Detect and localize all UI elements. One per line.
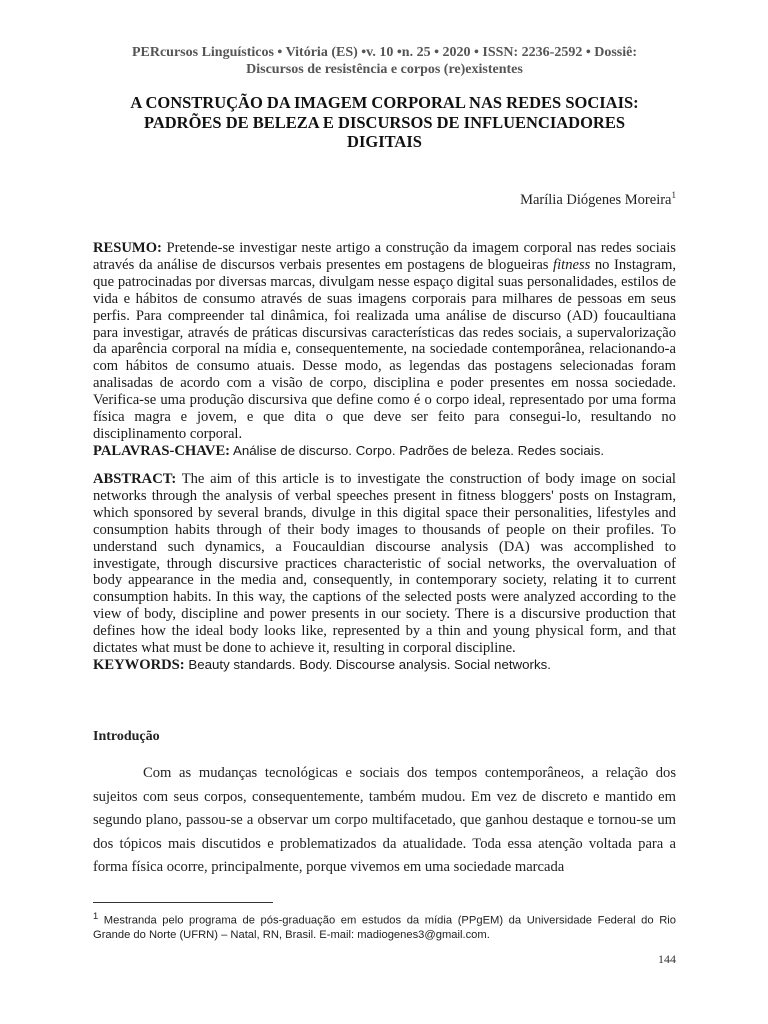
palavras-chave-label: PALAVRAS-CHAVE: (93, 442, 231, 459)
intro-paragraph: Com as mudanças tecnológicas e sociais dos tempos contemporâneos, a relação dos sujeitos com seus corpos, consequentemente, também mudou. Em vez de discreto e mantido em segundo plano, passou-se a observar um corpo multifacetado, que ganhou destaque e tornou-se um dos tópicos mais discutidos e problematizados da atualidade. Toda essa atenção voltada para a forma física ocorre, principalmente, porque vivemos em uma sociedade marcada (93, 765, 676, 875)
abstract-label: ABSTRACT: (93, 471, 177, 487)
keywords-label: KEYWORDS: (93, 656, 185, 673)
footnote-mark: 1 (93, 911, 99, 921)
resumo-block (93, 240, 676, 460)
palavras-chave-text: Análise de discurso. Corpo. Padrões de beleza. Redes sociais. (230, 442, 605, 458)
keywords (93, 657, 676, 674)
article-title-line3: DIGITAIS (347, 132, 422, 151)
section-heading-introducao: Introdução (93, 729, 160, 744)
resumo-paragraph (93, 240, 676, 443)
abstract-paragraph (93, 471, 676, 657)
abstract-block (93, 471, 676, 674)
journal-header-line1: PERcursos Linguísticos • Vitória (ES) •v. 10 •n. 25 • 2020 • ISSN: 2236-2592 • Dossiê: (131, 45, 638, 60)
footnote-divider (93, 902, 273, 903)
author-name (520, 190, 676, 209)
footnote (93, 909, 676, 943)
article-title-line1: A CONSTRUÇÃO DA IMAGEM CORPORAL NAS REDES SOCIAIS: (130, 93, 639, 112)
journal-header-line2: Discursos de resistência e corpos (re)existentes (246, 62, 523, 77)
author-name-text: Marília Diógenes Moreira (520, 191, 672, 208)
resumo-text-part1: Pretende-se investigar neste artigo a construção da imagem corporal nas redes sociais através da análise de discursos verbais presentes em postagens de blogueiras (93, 240, 676, 273)
article-title (93, 93, 676, 152)
resumo-text-part2: no Instagram, que patrocinadas por diversas marcas, divulgam nesse espaço digital suas personalidades, estilos de vida e hábitos de consumo através de suas imagens corporais para milhares de pessoas em seus perfis. Para compreender tal dinâmica, foi realizada uma análise de discurso (AD) foucaultiana para investigar, através de práticas discursivas características das redes sociais, a supervalorização da aparência corporal na mídia e, consequentemente, na sociedade contemporânea, relacionando-a com hábitos de consumo atuais. Desse modo, as legendas das postagens selecionadas foram analisadas de acordo com a visão de corpo, disciplina e poder presentes em nossa sociedade. Verifica-se uma produção discursiva que define como é o corpo ideal, representado por uma forma física magra e jovem, e que dita o que deve ser feito para consegui-lo, resultando no disciplinamento corporal. (93, 256, 676, 442)
page-number: 144 (658, 952, 676, 966)
resumo-italic-term: fitness (553, 256, 591, 273)
resumo-label: RESUMO: (93, 240, 162, 256)
abstract-text: The aim of this article is to investigate the construction of body image on social networks through the analysis of verbal speeches present in fitness bloggers' posts on Instagram, which sponsored by several brands, divulge in this digital space their personalities, lifestyles and consumption habits through of their body images to thousands of people on their profiles. To understand such dynamics, a Foucauldian discourse analysis (DA) was accomplished to investigate, through discursive practices characteristic of social networks, the overvaluation of body appearance in the media and, consequently, in contemporary society, relating it to current consumption habits. In this way, the captions of the selected posts were analyzed according to the view of body, discipline and power presents in our society. There is a discursive production that defines how the ideal body looks like, represented by a thin and young physical form, and that dictates what must be done to achieve it, resulting in corporal discipline. (93, 471, 676, 657)
article-title-line2: PADRÕES DE BELEZA E DISCURSOS DE INFLUENCIADORES (143, 112, 626, 132)
footnote-text: Mestranda pelo programa de pós-graduação em estudos da mídia (PPgEM) da Universidade Federal do Rio Grande do Norte (UFRN) – Natal, RN, Brasil. E-mail: madiogenes3@gmail.com. (93, 914, 676, 942)
author-footnote-mark: 1 (671, 190, 676, 200)
palavras-chave (93, 443, 676, 460)
keywords-text: Beauty standards. Body. Discourse analysis. Social networks. (184, 656, 551, 672)
journal-header (93, 44, 676, 78)
